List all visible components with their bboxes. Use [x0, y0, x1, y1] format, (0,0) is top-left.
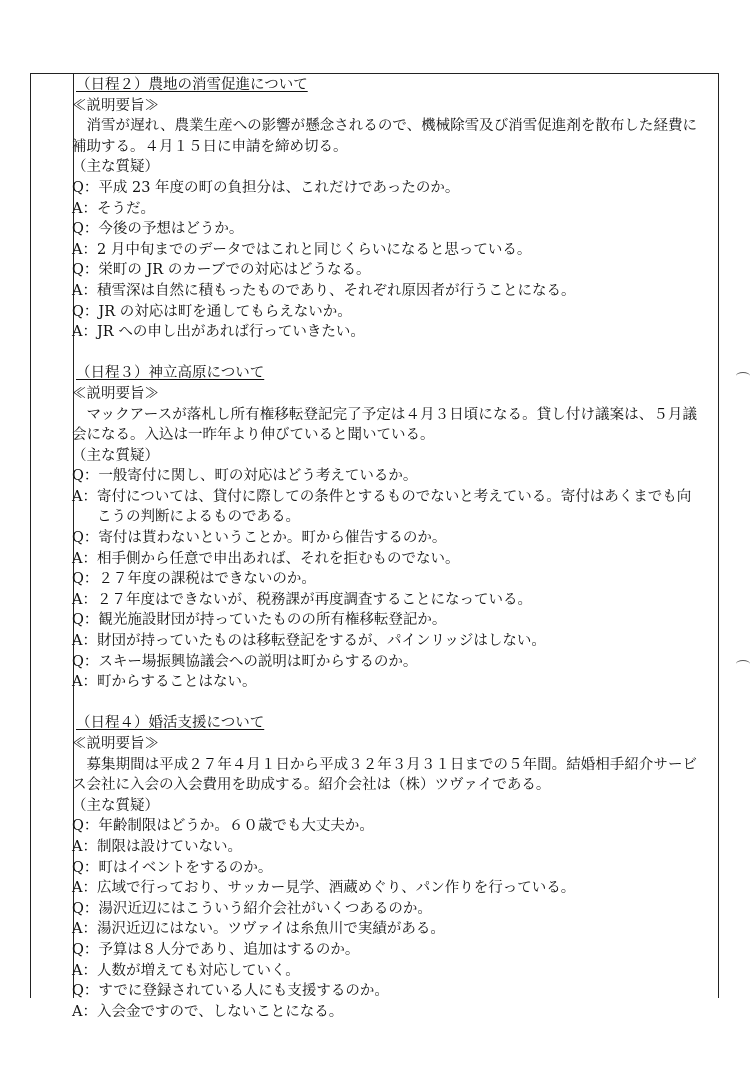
qa-text: ２７年度の課税はできないのか。 — [98, 571, 316, 588]
qa-text: 入会金ですので、しないことになる。 — [96, 1003, 344, 1020]
qa-marker: A： — [72, 633, 97, 650]
qa-marker: A： — [72, 674, 97, 691]
qa-text: 相手側から任意で申出あれば、それを拒むものでない。 — [96, 550, 460, 567]
qa-item — [72, 672, 697, 693]
qa-marker: A： — [72, 241, 97, 258]
table-border-right — [718, 73, 719, 998]
qa-marker: Q： — [72, 941, 99, 958]
qa-text: 積雪深は自然に積もったものであり、それぞれ原因者が行うことになる。 — [96, 282, 576, 299]
qa-text: JR の対応は町を通してもらえないか。 — [98, 303, 352, 320]
qa-item — [72, 240, 697, 261]
qa-marker: Q： — [72, 612, 99, 629]
qa-marker: Q： — [72, 571, 99, 588]
section-spacer — [72, 343, 697, 364]
summary-label: ≪説明要旨≫ — [72, 736, 159, 752]
qa-text: 財団が持っていたものは移転登記をするが、パインリッジはしない。 — [96, 633, 546, 650]
qa-item — [72, 858, 697, 879]
section-title-text: （日程４）婚活支援について — [76, 715, 265, 732]
qa-item — [72, 899, 697, 920]
qa-marker: A： — [72, 324, 97, 341]
qa-marker: Q： — [72, 262, 99, 279]
qa-marker: Q： — [72, 303, 99, 320]
qa-marker: A： — [72, 880, 97, 897]
qa-text: 町はイベントをするのか。 — [98, 859, 273, 876]
qa-item — [72, 940, 697, 961]
section-spacer — [72, 693, 697, 714]
agenda-section — [72, 75, 697, 363]
qa-marker: A： — [72, 488, 97, 505]
qa-text: スキー場振興協議会への説明は町からするのか。 — [98, 653, 418, 670]
table-border-left — [30, 73, 31, 998]
section-title-text: （日程３）神立高原について — [76, 365, 265, 382]
summary-text: 消雪が遅れ、農業生産への影響が懸念されるので、機械除雪及び消雪促進剤を散布した経費に補助する。４月１５日に申請を締め切る。 — [72, 118, 697, 155]
qa-text: すでに登録されている人にも支援するのか。 — [98, 983, 389, 1000]
qa-marker: Q： — [72, 179, 99, 196]
qa-item — [72, 322, 697, 343]
qa-text: そうだ。 — [96, 200, 155, 217]
qa-text: 湯沢近辺にはこういう紹介会社がいくつあるのか。 — [98, 900, 432, 917]
qa-item — [72, 652, 697, 673]
qa-text: 人数が増えても対応していく。 — [96, 962, 300, 979]
qa-marker: A： — [72, 200, 97, 217]
qa-marker: Q： — [72, 468, 99, 485]
qa-item — [72, 466, 697, 487]
qa-text: 一般寄付に関し、町の対応はどう考えているか。 — [98, 468, 418, 485]
qa-item — [72, 302, 697, 323]
qa-label: （主な質疑） — [72, 797, 159, 814]
qa-marker: A： — [72, 921, 97, 938]
qa-marker: A： — [72, 282, 97, 299]
summary-label: ≪説明要旨≫ — [72, 385, 159, 402]
qa-text: 2 月中旬までのデータではこれと同じくらいになると思っている。 — [96, 241, 532, 258]
qa-item — [72, 260, 697, 281]
qa-marker: A： — [72, 838, 97, 855]
qa-text: 広域で行っており、サッカー見学、酒蔵めぐり、パン作りを行っている。 — [96, 880, 576, 897]
qa-marker: Q： — [72, 859, 99, 876]
qa-item — [72, 281, 697, 302]
qa-item — [72, 528, 697, 549]
scan-mark — [736, 372, 750, 380]
qa-marker: Q： — [72, 818, 99, 835]
qa-item — [72, 219, 697, 240]
qa-marker: Q： — [72, 221, 99, 238]
document-body — [72, 75, 697, 1022]
qa-item — [72, 816, 697, 837]
qa-marker: Q： — [72, 530, 99, 547]
qa-marker: A： — [72, 1003, 97, 1020]
qa-item — [72, 549, 697, 570]
qa-text: 予算は８人分であり、追加はするのか。 — [98, 941, 360, 958]
qa-marker: Q： — [72, 653, 99, 670]
qa-marker: A： — [72, 550, 97, 567]
qa-label: （主な質疑） — [72, 159, 159, 176]
qa-item — [72, 837, 697, 858]
qa-item — [72, 199, 697, 220]
agenda-section — [72, 363, 697, 713]
qa-item — [72, 961, 697, 982]
qa-item — [72, 178, 697, 199]
qa-text: 年齢制限はどうか。６０歳でも大丈夫か。 — [98, 818, 374, 835]
summary-text: マックアースが落札し所有権移転登記完了予定は４月３日頃になる。貸し付け議案は、５月議会になる。入込は一昨年より伸びていると聞いている。 — [72, 406, 697, 444]
section-title-text: （日程２）農地の消雪促進について — [76, 77, 308, 93]
section-title — [72, 75, 697, 96]
qa-text: 観光施設財団が持っていたものの所有権移転登記か。 — [98, 612, 447, 629]
agenda-section — [72, 713, 697, 1022]
qa-item — [72, 1002, 697, 1023]
qa-text: 寄付は貰わないということか。町から催告するのか。 — [98, 530, 447, 547]
qa-item — [72, 981, 697, 1002]
table-border-top — [30, 73, 718, 74]
qa-text: 湯沢近辺にはない。ツヴァイは糸魚川で実績がある。 — [96, 921, 445, 938]
qa-marker: A： — [72, 962, 97, 979]
qa-item — [72, 610, 697, 631]
qa-marker: Q： — [72, 983, 99, 1000]
qa-text: 制限は設けていない。 — [96, 838, 242, 855]
scan-mark — [736, 660, 750, 668]
qa-item — [72, 919, 697, 940]
section-title — [72, 363, 697, 384]
qa-marker: A： — [72, 591, 97, 608]
summary-text: 募集期間は平成２７年４月１日から平成３２年３月３１日までの５年間。結婚相手紹介サービス会社に入会の入会費用を助成する。紹介会社は（株）ツヴァイである。 — [72, 756, 697, 794]
qa-text: ２７年度はできないが、税務課が再度調査することになっている。 — [96, 591, 532, 608]
section-title — [72, 713, 697, 734]
qa-item — [72, 878, 697, 899]
qa-text: 町からすることはない。 — [96, 674, 257, 691]
qa-text: 寄付については、貸付に際しての条件とするものでないと考えている。寄付はあくまでも向こうの判断によるものである。 — [96, 488, 692, 526]
qa-item — [72, 487, 697, 528]
qa-item — [72, 590, 697, 611]
qa-text: 平成 23 年度の町の負担分は、これだけであったのか。 — [98, 179, 460, 196]
qa-marker: Q： — [72, 900, 99, 917]
qa-item — [72, 569, 697, 590]
qa-text: 栄町の JR のカーブでの対応はどうなる。 — [98, 262, 371, 279]
qa-item — [72, 631, 697, 652]
summary-label: ≪説明要旨≫ — [72, 97, 159, 114]
qa-label: （主な質疑） — [72, 447, 159, 464]
qa-text: JR への申し出があれば行っていきたい。 — [96, 324, 365, 341]
qa-text: 今後の予想はどうか。 — [98, 221, 244, 238]
